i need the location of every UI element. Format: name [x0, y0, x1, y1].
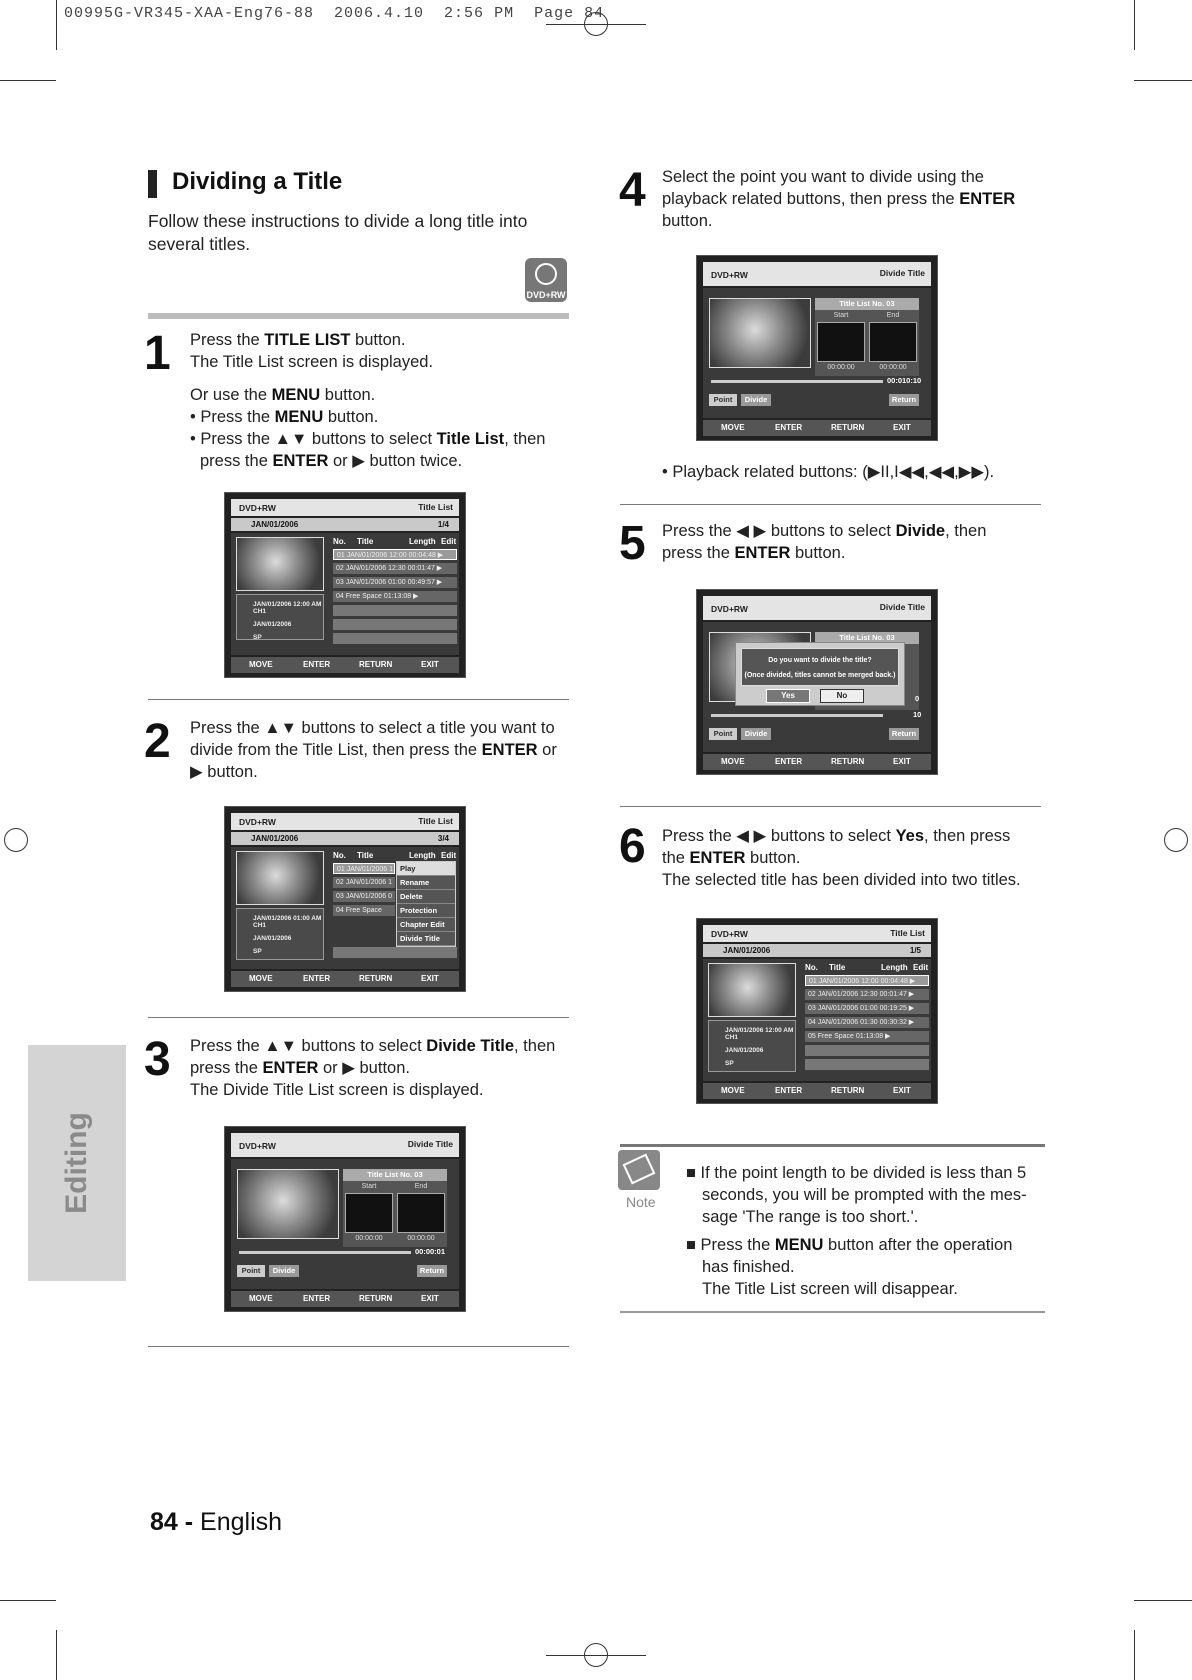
side-tab-label: Editing — [60, 1112, 93, 1214]
total-time: 00:00:01 — [415, 1247, 446, 1256]
step-number: 2 — [144, 715, 171, 768]
col-header: Title — [357, 537, 374, 546]
dvd-rw-disc-icon — [525, 258, 567, 302]
crop-mark — [546, 1655, 646, 1656]
end-frame — [869, 322, 917, 362]
step-divider — [148, 1017, 569, 1018]
step-4-text: Select the point you want to divide using the playback related buttons, then press the ENTER button. — [662, 168, 1016, 230]
title-row[interactable]: 03 JAN/01/2006 01:00 00:19:25 ▶ — [805, 1003, 929, 1014]
divide-button[interactable]: Divide — [269, 1265, 299, 1277]
crop-mark — [56, 1630, 57, 1680]
step-2-text: Press the ▲▼ buttons to select a title you want to divide from the Title List, then press the ENTER or ▶ button. — [190, 719, 557, 781]
crop-mark — [1134, 80, 1192, 81]
progress-bar[interactable] — [711, 380, 883, 383]
screen-divide-title-point: DVD+RW Divide Title Title List No. 03 Start End 00:00:00 00:00:00 00:010:10 Point Divide Return MOVE ENTER RETURN EXIT — [696, 255, 938, 441]
section-divider — [148, 313, 569, 319]
menu-item-divide-title[interactable]: Divide Title — [397, 932, 455, 946]
registration-mark — [4, 828, 28, 852]
screen-title-list — [224, 492, 466, 678]
disc-label: DVD+RW — [526, 290, 566, 300]
title-row[interactable]: 04 JAN/01/2006 01:30 00:30:32 ▶ — [805, 1017, 929, 1028]
video-thumbnail — [236, 537, 324, 591]
col-header: Edit — [441, 537, 457, 546]
step-divider — [148, 699, 569, 700]
info-box: JAN/01/2006 12:00 AM CH1 JAN/01/2006 SP — [708, 1020, 796, 1072]
empty-row — [333, 605, 457, 616]
no-button[interactable]: No — [820, 689, 864, 703]
title-row[interactable]: 03 JAN/01/2006 01:00 00:49:57 ▶ — [333, 577, 457, 588]
step-number: 6 — [619, 820, 646, 873]
step-5-text: Press the ◀ ▶ buttons to select Divide, then press the ENTER button. — [662, 522, 987, 562]
step-6-text: Press the ◀ ▶ buttons to select Yes, then press the ENTER button. The selected title has been divided into two titles. — [662, 827, 1021, 889]
screen-title-list-menu: DVD+RW Title List JAN/01/2006 3/4 JAN/01/2006 01:00 AM CH1 JAN/01/2006 SP No. Title Length Edit 01 JAN/01/2006 1 02 JAN/01/2006 1 03 JAN/01/2006 0 04 Free Space Play Rename Delete Protection Chapter Edit Divide Title MOVE ENTER RETURN EXIT — [224, 806, 466, 992]
title-row[interactable]: 04 Free Space — [333, 905, 395, 916]
col-header: Length — [409, 537, 436, 546]
empty-row — [805, 1059, 929, 1070]
progress-bar[interactable] — [711, 714, 883, 717]
dialog-question: Do you want to divide the title? — [768, 657, 872, 664]
menu-item-rename[interactable]: Rename — [397, 876, 455, 890]
section-title: Dividing a Title — [172, 168, 343, 195]
menu-item-play[interactable]: Play — [397, 862, 455, 876]
empty-row — [333, 619, 457, 630]
end-frame — [397, 1193, 445, 1233]
divide-button[interactable]: Divide — [741, 394, 771, 406]
title-row[interactable]: 05 Free Space 01:13:08 ▶ — [805, 1031, 929, 1042]
step-divider — [620, 806, 1041, 807]
empty-row — [333, 947, 457, 958]
video-thumbnail — [236, 851, 324, 905]
info-box: JAN/01/2006 01:00 AM CH1 JAN/01/2006 SP — [236, 908, 324, 960]
title-row[interactable]: 01 JAN/01/2006 1 — [333, 863, 395, 874]
return-button[interactable]: Return — [889, 394, 919, 406]
yes-button[interactable]: Yes — [766, 689, 810, 703]
crop-mark — [1134, 1600, 1192, 1601]
screen-divide-title: DVD+RW Divide Title Title List No. 03 Start End 00:00:00 00:00:00 00:00:01 Point Divide Return MOVE ENTER RETURN EXIT — [224, 1126, 466, 1312]
point-button[interactable]: Point — [237, 1265, 265, 1277]
step-number: 1 — [144, 327, 171, 380]
note-top-rule — [620, 1144, 1045, 1147]
empty-row — [805, 1045, 929, 1056]
crop-mark — [0, 1600, 56, 1601]
menu-item-delete[interactable]: Delete — [397, 890, 455, 904]
return-button[interactable]: Return — [417, 1265, 447, 1277]
note-label: Note — [626, 1194, 656, 1210]
divide-panel: Title List No. 03 Start End 00:00:00 00:00:00 — [815, 298, 919, 376]
step-divider — [620, 504, 1041, 505]
step-number: 5 — [619, 517, 646, 570]
video-thumbnail — [709, 298, 811, 368]
edge-text: 0 — [915, 694, 920, 703]
print-header: 00995G-VR345-XAA-Eng76-88 2006.4.10 2:56 PM Page 84 — [64, 5, 605, 22]
start-frame — [817, 322, 865, 362]
screen-subheader: JAN/01/2006 1/4 — [231, 518, 459, 531]
point-button[interactable]: Point — [709, 728, 737, 740]
crop-mark — [546, 24, 646, 25]
crop-mark — [0, 80, 56, 81]
start-frame — [345, 1193, 393, 1233]
step-number: 4 — [619, 164, 646, 217]
menu-item-protection[interactable]: Protection — [397, 904, 455, 918]
note-bullet-1: ■ If the point length to be divided is less than 5 seconds, you will be prompted with the mes- sage 'The range is too short.'. — [686, 1164, 1027, 1226]
video-thumbnail — [237, 1169, 339, 1239]
total-time: 00:010:10 — [887, 376, 922, 385]
step-1-text: Press the TITLE LIST button. The Title List screen is displayed. Or use the MENU button. • Press the MENU button. • Press the ▲▼ buttons to select Title List, then press the ENTER or ▶ button twice. — [190, 331, 546, 470]
divide-panel: Title List No. 03 — [815, 632, 919, 710]
note-bullet-2: ■ Press the MENU button after the operation has finished. The Title List screen will disappear. — [686, 1236, 1013, 1298]
step-3-text: Press the ▲▼ buttons to select Divide Title, then press the ENTER or ▶ button. The Divide Title List screen is displayed. — [190, 1037, 556, 1099]
playback-buttons-note: • Playback related buttons: (▶II,I◀◀,◀◀,▶▶). — [662, 463, 995, 481]
edit-menu — [396, 861, 456, 947]
registration-mark — [1164, 828, 1188, 852]
info-box: JAN/01/2006 12:00 AM CH1 JAN/01/2006 SP — [236, 594, 324, 640]
step-divider — [148, 1346, 569, 1347]
title-row[interactable]: 02 JAN/01/2006 1 — [333, 877, 395, 888]
return-button[interactable]: Return — [889, 728, 919, 740]
title-row[interactable]: 01 JAN/01/2006 12:00 00:04:48 ▶ — [805, 975, 929, 986]
note-pencil-icon — [618, 1150, 660, 1190]
empty-row — [333, 633, 457, 644]
edge-text: 10 — [913, 710, 922, 719]
progress-bar[interactable] — [239, 1251, 411, 1254]
title-row[interactable]: 02 JAN/01/2006 12:30 00:01:47 ▶ — [333, 563, 457, 574]
point-button[interactable]: Point — [709, 394, 737, 406]
crop-mark — [1134, 0, 1135, 50]
title-marker — [148, 170, 157, 198]
col-header: No. — [333, 537, 346, 546]
intro-text: Follow these instructions to divide a long title into several titles. — [148, 211, 528, 254]
title-row[interactable]: 04 Free Space 01:13:08 ▶ — [333, 591, 457, 602]
screen-divide-confirm: DVD+RW Divide Title Title List No. 03 0 10 Point Divide Return Do you want to divide the title? (Once divided, titles cannot be merged back.) Yes No MOVE ENTER RETURN EXIT — [696, 589, 938, 775]
dialog-warning: (Once divided, titles cannot be merged back.) — [744, 672, 896, 679]
title-row[interactable]: 01 JAN/01/2006 12:00 00:04:48 ▶ — [333, 549, 457, 560]
title-row[interactable]: 02 JAN/01/2006 12:30 00:01:47 ▶ — [805, 989, 929, 1000]
menu-item-chapter-edit[interactable]: Chapter Edit — [397, 918, 455, 932]
screen-title-list-result: DVD+RW Title List JAN/01/2006 1/5 JAN/01/2006 12:00 AM CH1 JAN/01/2006 SP No. Title Length Edit 01 JAN/01/2006 12:00 00:04:48 ▶ 02 JAN/01/2006 12:30 00:01:47 ▶ 03 JAN/01/2006 01:00 00:19:25 ▶ 04 JAN/01/2006 01:30 00:30:32 ▶ 05 Free Space 01:13:08 ▶ MOVE ENTER RETURN EXIT — [696, 918, 938, 1104]
step-number: 3 — [144, 1033, 171, 1086]
crop-mark — [1134, 1630, 1135, 1680]
note-bottom-rule — [620, 1311, 1045, 1313]
confirm-dialog — [735, 642, 905, 706]
screen-footer: MOVE ENTER RETURN EXIT — [231, 657, 459, 673]
title-row[interactable]: 03 JAN/01/2006 0 — [333, 891, 395, 902]
divide-button[interactable]: Divide — [741, 728, 771, 740]
screen-header: DVD+RW Title List — [231, 499, 459, 516]
side-tab — [28, 1045, 126, 1281]
divide-panel: Title List No. 03 Start End 00:00:00 00:00:00 — [343, 1169, 447, 1247]
video-thumbnail — [708, 963, 796, 1017]
page-number: 84 - English — [150, 1508, 283, 1536]
crop-mark — [56, 0, 57, 50]
